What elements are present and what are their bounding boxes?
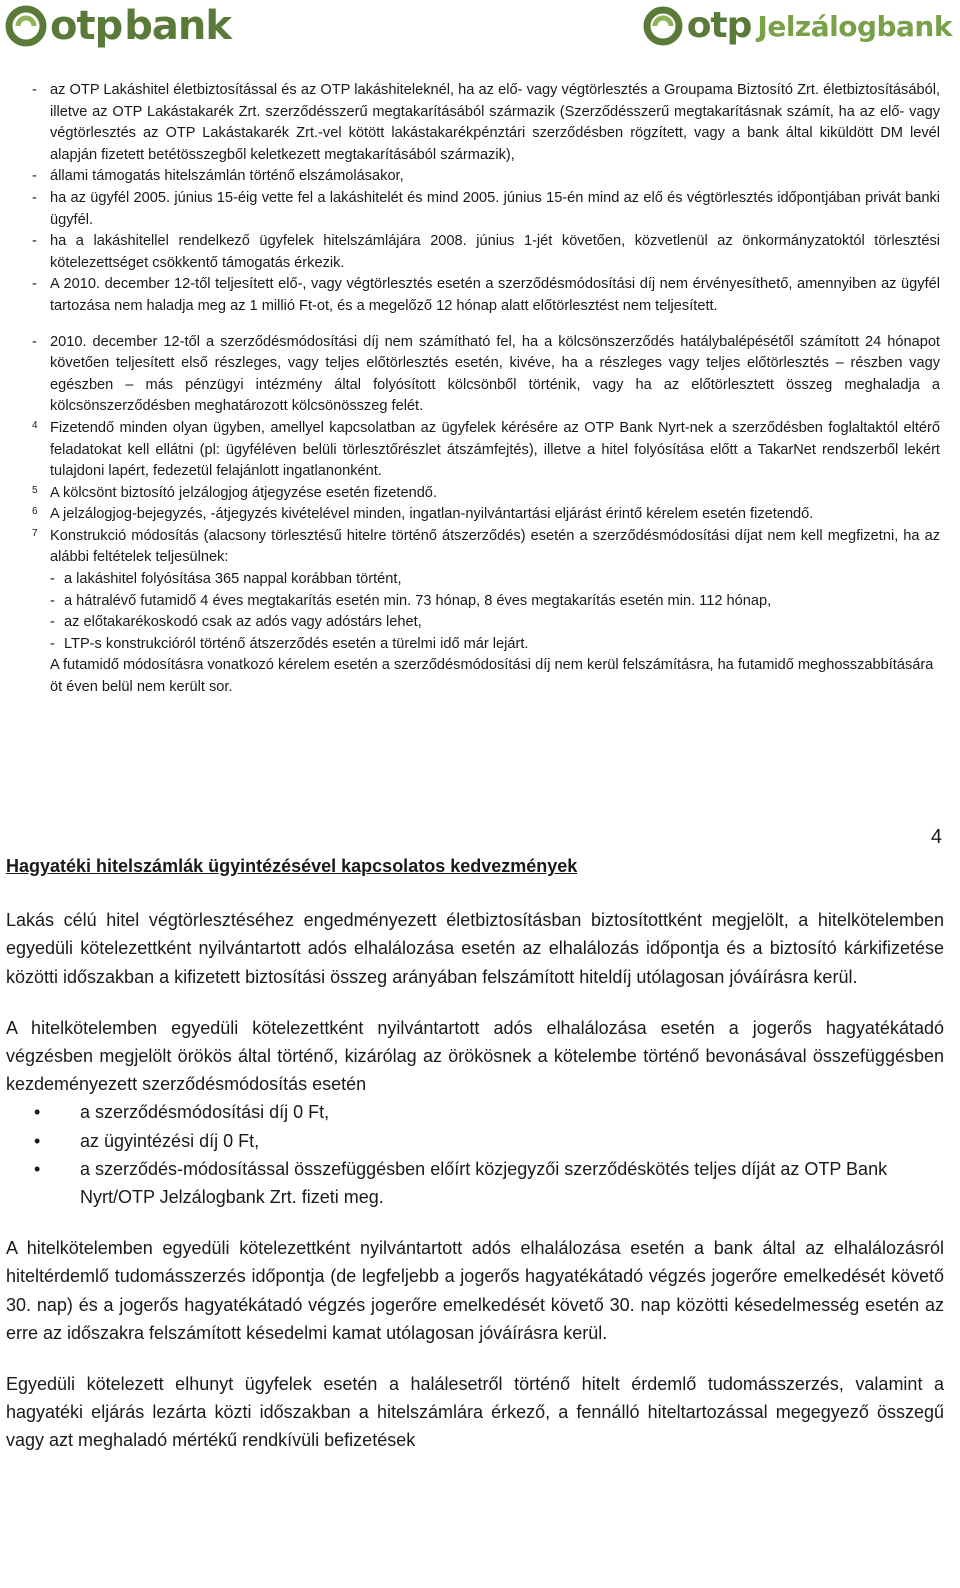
paragraph-3: A hitelkötelemben egyedüli kötelezettként nyilvántartott adós elhalálozása esetén a bank által az elhalálozásról hiteltérdemlő tudomásszerzés időpontja (de legfeljebb a jogerős hagyatékátadó végzés jogerőre emelkedését követő 30. nap) és a jogerős hagyatékátadó végzés jogerőre emelkedését követő 30. nap közötti késedelmesség esetén az erre az időszakra felszámított késedelmi kamat utólagosan jóváírásra kerül. <box>6 1238 944 1343</box>
footnote-7: 7 Konstrukció módosítás (alacsony törlesztésű hitelre történő átszerződés) esetén a szerződésmódosítási díjat nem kell megfizetni, ha az alábbi feltételek teljesülnek: <box>32 527 940 566</box>
list-item: • az ügyintézési díj 0 Ft, <box>6 1127 944 1155</box>
footnote-6: 6 A jelzálogjog-bejegyzés, -átjegyzés kivételével minden, ingatlan-nyilvántartási eljárást érintő kérelem esetén fizetendő. <box>32 506 814 523</box>
note-line: - ha az ügyfél 2005. június 15-éig vette fel a lakáshitelét és mind 2005. június 15-én mind az elő és végtörlesztés időpontjában privát banki ügyfél. <box>32 189 940 228</box>
otpbank-logo <box>4 0 231 52</box>
section-heading: Hagyatéki hitelszámlák ügyintézésével kapcsolatos kedvezmények <box>6 856 578 876</box>
footnote-7-condition: - a hátralévő futamidő 4 éves megtakarítás esetén min. 73 hónap, 8 éves megtakarítás esetén min. 112 hónap, <box>50 592 772 609</box>
note-line: - 2010. december 12-től a szerződésmódosítási díj nem számítható fel, ha a kölcsönszerződés hatálybalépésétől számított 24 hónapot követően teljesített első részleges, vagy teljes előtörlesztés esetén, kivéve, ha a részleges vagy teljes előtörlesztés – részben vagy egészben – más pénzügyi intézmény által folyósított kölcsönből történik, vagy ha az előtörlesztett összeg meghaladja a kölcsönszerződésben meghatározott kölcsönösszeg felét. <box>32 333 940 415</box>
logo-bank-text: bank <box>124 3 231 49</box>
bullet-icon: • <box>34 1158 41 1179</box>
note-line: - ha a lakáshitellel rendelkező ügyfelek hitelszámlájára 2008. június 1-jét követően, közvetlenül az önkormányzatoktól törlesztési kötelezettséget csökkentő támogatás érkezik. <box>32 233 940 271</box>
paragraph-1: Lakás célú hitel végtörlesztéséhez engedményezett életbiztosításban biztosítottként megjelölt, a hitelkötelemben egyedüli kötelezettként nyilvántartott adós elhalálozása esetén az elhalálozás időpontja és a biztosító kárkifizetése közötti időszakban a kifizetett biztosítási összeg arányában felszámított hiteldíj utólagosan jóváírásra kerül. <box>6 910 944 987</box>
logo-otp-text: otp <box>686 5 752 46</box>
footnote-7-condition: - az előtakarékoskodó csak az adós vagy adóstárs lehet, <box>50 614 422 631</box>
paragraph-4: Egyedüli kötelezett elhunyt ügyfelek esetén a halálesetről történő hitelt érdemlő tudomásszerzés, valamint a hagyatéki eljárás lezárta közti időszakban a hitelszámlára érkező, a fennálló hiteltartozással megegyező összegű vagy azt meghaladó mértékű rendkívüli befizetések <box>6 1374 944 1451</box>
otp-jelzalogbank-logo <box>641 0 952 52</box>
list-item: • a szerződésmódosítási díj 0 Ft, <box>6 1098 944 1126</box>
footnote-5: 5 A kölcsönt biztosító jelzálogjog átjegyzése esetén fizetendő. <box>32 484 437 501</box>
footnote-7-condition: - LTP-s konstrukcióról történő átszerződés esetén a türelmi idő már lejárt. <box>50 635 529 652</box>
bullet-icon: • <box>34 1130 41 1151</box>
inheritance-section <box>6 852 944 1478</box>
otp-swirl-icon <box>641 4 685 48</box>
footnote-7-tail: A futamidő módosításra vonatkozó kérelem esetén a szerződésmódosítási díj nem kerül felszámításra, ha futamidő meghosszabbítására öt éven belül nem került sor. <box>50 657 934 696</box>
footnote-7-condition: - a lakáshitel folyósítása 365 nappal korábban történt, <box>50 571 402 588</box>
paragraph-2: A hitelkötelemben egyedüli kötelezettként nyilvántartott adós elhalálozása esetén a jogerős hagyatékátadó végzésben megjelölt örökös által történő, kizárólag az örökösnek a kötelembe történő bevonásával összefüggésben kezdeményezett szerződésmódosítás esetén <box>6 1017 944 1095</box>
bullet-icon: • <box>34 1102 41 1123</box>
note-line: - állami támogatás hitelszámlán történő elszámolásakor, <box>32 168 404 185</box>
otp-swirl-icon <box>4 4 48 48</box>
fee-bullet-list <box>6 1098 944 1211</box>
note-line: - az OTP Lakáshitel életbiztosítással és az OTP lakáshiteleknél, ha az elő- vagy végtörlesztés a Groupama Biztosító Zrt. életbiztosításából, illetve az OTP Lakástakarék Zrt. szerződésszerű megtakarításából származik (Szerződésszerű megtakarításnak számít, ha az elő- vagy végtörlesztés az OTP Lakástakarék Zrt.-vel kötött lakástakarékpénztári szerződésben rögzített, vagy a bank által kiküldött DM levél alapján fizetett betétösszegből keletkezett megtakarításából származik), <box>32 82 940 163</box>
footnote-4: 4 Fizetendő minden olyan ügyben, amellyel kapcsolatban az ügyfelek kérésére az OTP Bank Nyrt-nek a szerződésben foglaltaktól eltérő feladatokat kell ellátni (pl: ügyféléven belüli törlesztőrészlet átszámfejtés), illetve a hitel folyósítása előtt a TakarNet rendszerből lekért tulajdoni lapért, fedezetül felajánlott ingatlanonként. <box>32 419 940 480</box>
logo-jelzalogbank-text: Jelzálogbank <box>757 9 952 43</box>
footnotes-section <box>32 80 940 699</box>
logo-otp-text: otp <box>50 3 123 49</box>
note-line: - A 2010. december 12-től teljesített elő-, vagy végtörlesztés esetén a szerződésmódosítási díj nem érvényesíthető, amennyiben az ügyfél tartozása nem haladja meg az 1 millió Ft-ot, és a megelőző 12 hónap alatt előtörlesztést nem teljesített. <box>32 276 940 314</box>
list-item: • a szerződés-módosítással összefüggésben előírt közjegyzői szerződéskötés teljes díját az OTP Bank Nyrt/OTP Jelzálogbank Zrt. fizeti meg. <box>6 1155 944 1211</box>
page-number: 4 <box>930 826 942 848</box>
